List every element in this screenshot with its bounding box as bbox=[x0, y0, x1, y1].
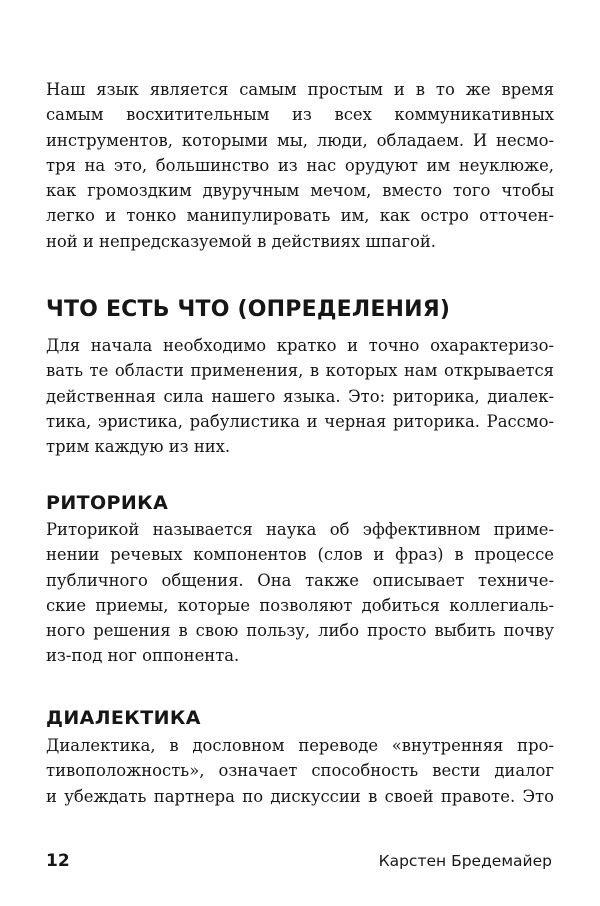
intro-paragraph bbox=[46, 77, 554, 254]
text-line: публичного общения. Она также описывает техниче- bbox=[46, 570, 554, 590]
rhetoric-heading: РИТОРИКА bbox=[46, 492, 169, 514]
text-line: инструментов, которыми мы, люди, обладаем. И несмо- bbox=[46, 130, 554, 150]
text-line: действенная сила нашего языка. Это: риторика, диалек- bbox=[46, 386, 554, 406]
text-line: тика, эристика, рабулистика и черная риторика. Рассмо- bbox=[46, 411, 554, 431]
text-line: тря на это, большинство из нас орудуют им неуклюже, bbox=[46, 155, 554, 175]
text-line: ские приемы, которые позволяют добиться коллегиаль- bbox=[46, 595, 554, 615]
text-line: трим каждую из них. bbox=[46, 437, 231, 457]
text-line: легко и тонко манипулировать им, как остро отточен- bbox=[46, 206, 554, 226]
running-footer-author: Карстен Бредемайер bbox=[378, 852, 552, 870]
text-line: ной и непредсказуемой в действиях шпагой. bbox=[46, 231, 436, 251]
text-line: ного решения в свою пользу, либо просто выбить почву bbox=[46, 621, 554, 641]
page-number: 12 bbox=[46, 851, 70, 871]
text-line: и убеждать партнера по дискуссии в своей правоте. Это bbox=[46, 786, 554, 806]
text-line: Для начала необходимо кратко и точно охарактеризо- bbox=[46, 336, 554, 355]
text-line: из-под ног оппонента. bbox=[46, 646, 240, 666]
rhetoric-paragraph bbox=[46, 517, 554, 669]
dialectics-paragraph bbox=[46, 733, 554, 809]
definitions-paragraph bbox=[46, 333, 554, 459]
text-line: нении речевых компонентов (слов и фраз) в процессе bbox=[46, 545, 554, 565]
dialectics-heading: ДИАЛЕКТИКА bbox=[46, 707, 201, 729]
text-line: тивоположность», означает способность вести диалог bbox=[46, 761, 554, 781]
text-line: вать те области применения, в которых нам открывается bbox=[46, 361, 554, 381]
section-heading: ЧТО ЕСТЬ ЧТО (ОПРЕДЕЛЕНИЯ) bbox=[46, 297, 451, 322]
text-line: Диалектика, в дословном переводе «внутренняя про- bbox=[46, 736, 554, 755]
text-line: Риторикой называется наука об эффективном приме- bbox=[46, 520, 554, 539]
text-line: Наш язык является самым простым и в то же время bbox=[46, 80, 554, 99]
text-line: как громоздким двуручным мечом, вместо того чтобы bbox=[46, 181, 554, 201]
text-line: самым восхитительным из всех коммуникативных bbox=[46, 105, 554, 125]
